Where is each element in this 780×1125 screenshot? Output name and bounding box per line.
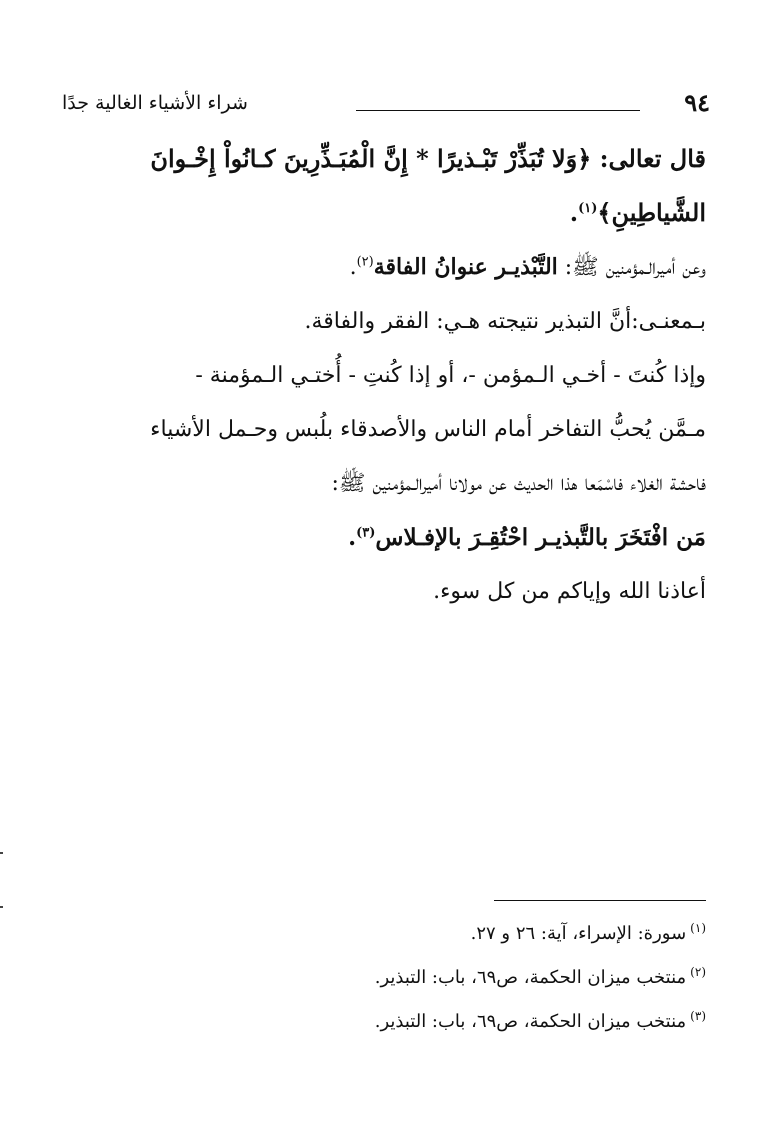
- footnote-text: سورة: الإسراء، آية: ٢٦ و ٢٧.: [470, 923, 687, 944]
- running-title: شراء الأشياء الغالية جدًا: [62, 92, 248, 114]
- hadith-text-1: التَّبْذيـر عنوانُ الفاقة: [373, 254, 558, 280]
- footnote-number: (٢): [690, 965, 706, 979]
- footnote-mark-2: (٢): [356, 254, 374, 270]
- footnotes: [106, 912, 706, 1044]
- hadith-text-2: مَن افْتَخَرَ بالتَّبذيـر احْتُقِـرَ بالإفـلاس: [375, 524, 706, 551]
- footnote-text: منتخب ميزان الحكمة، ص٦٩، باب: التبذير.: [374, 967, 687, 988]
- header-rule: [356, 110, 640, 111]
- hadith-line-1: [66, 240, 706, 295]
- verse-period: .: [569, 198, 579, 227]
- footnote-number: (١): [690, 921, 706, 935]
- paragraph-line-6: [66, 403, 706, 457]
- paragraph-line-4: [66, 295, 706, 349]
- footnote-1: [106, 912, 706, 956]
- page-header: [62, 88, 710, 124]
- footnote-number: (٣): [690, 1009, 706, 1023]
- scan-edge-mark: [0, 906, 3, 908]
- paragraph-text-5: وإذا كُنتَ - أخـي الـمؤمن -، أو إذا كُنتِ - أُختـي الـمؤمنة -: [195, 363, 706, 388]
- meaning-text: بـمعنـى:أنَّ التبذير نتيجته هـي: الفقر والفاقة.: [304, 309, 706, 334]
- hadith-intro: وعن أميرالـمؤمنين ﷺ:: [557, 255, 706, 280]
- paragraph-line-7: [66, 457, 706, 511]
- paragraph-line-5: [66, 349, 706, 403]
- quran-verse-line-1: [66, 132, 706, 186]
- page-number: ٩٤: [684, 88, 710, 117]
- footnote-mark-1: (١): [578, 201, 598, 216]
- hadith-period-2: .: [348, 524, 357, 551]
- footnote-text: منتخب ميزان الحكمة، ص٦٩، باب: التبذير.: [374, 1011, 687, 1032]
- main-text: [66, 132, 706, 619]
- hadith-period-1: .: [349, 255, 357, 280]
- quran-verse-line-2: [66, 186, 706, 240]
- footnote-3: [106, 1000, 706, 1044]
- hadith-line-2: [66, 511, 706, 565]
- verse-text-end: الشَّياطِينِ﴾: [597, 198, 706, 227]
- closing-prayer: أعاذنا الله وإياكم من كل سوء.: [433, 579, 706, 604]
- verse-text: قال تعالى: ﴿وَلا تُبَذِّرْ تَبْـذيرًا * إِنَّ الْمُبَـذِّرِينَ كـانُواْ إِخْـوانَ: [150, 144, 706, 173]
- footnote-separator: [494, 900, 706, 901]
- scan-edge-mark: [0, 852, 3, 854]
- paragraph-text-6: مـمَّن يُحبُّ التفاخر أمام الناس والأصدقاء بلُبس وحـمل الأشياء: [150, 417, 706, 442]
- footnote-mark-3: (٣): [356, 525, 376, 541]
- closing-prayer-line: [66, 565, 706, 619]
- footnote-2: [106, 956, 706, 1000]
- paragraph-text-7: فاحشة الغلاء فاسْمَعا هذا الحديث عن مولانا أميرالـمؤمنين ﷺ:: [331, 471, 706, 496]
